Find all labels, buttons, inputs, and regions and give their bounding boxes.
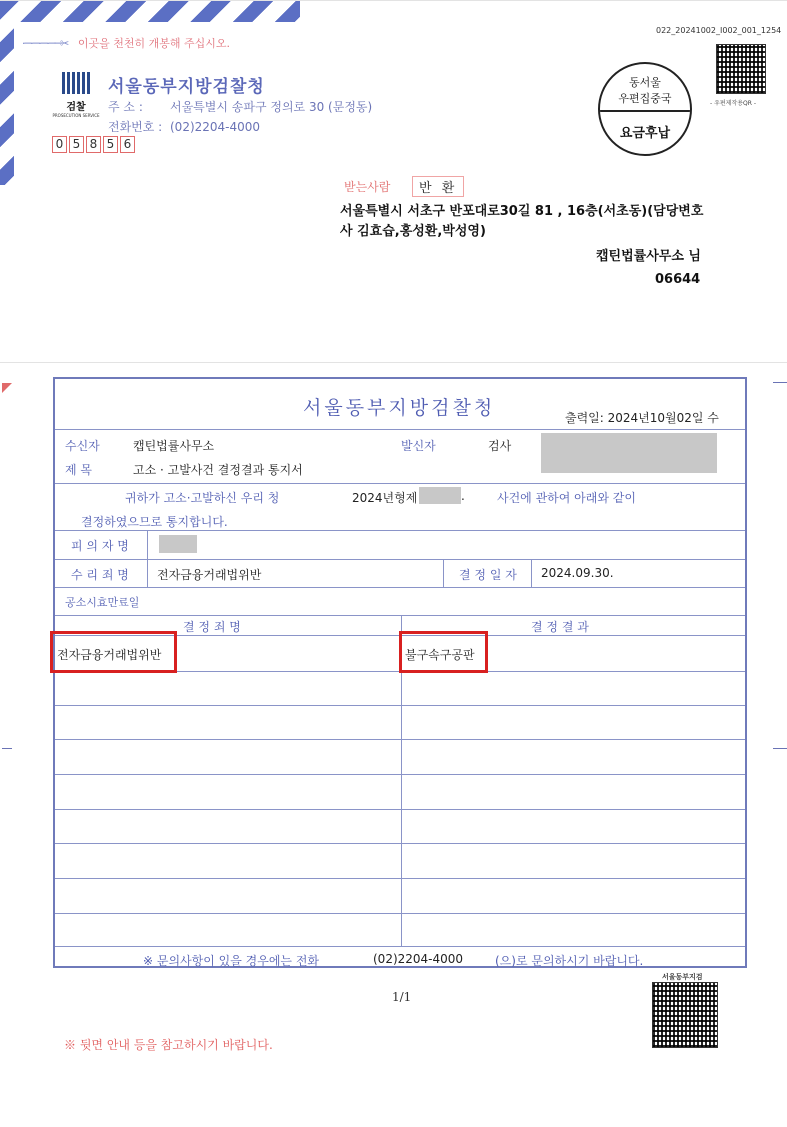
postal-qr-code-icon[interactable] [716, 44, 766, 94]
highlight-box-result [399, 631, 488, 673]
recipient-address: 서울특별시 서초구 반포대로30길 81 , 16층(서초동)(담당변호사 김효습,홍성환,박성영) [340, 204, 704, 239]
zip-digit: 5 [103, 136, 118, 153]
envelope-stripe-mask [300, 0, 787, 24]
decision-result-row1: 불구속구공판 [405, 648, 475, 662]
printed-date: 출력일: 2024년10월02일 수 [565, 411, 719, 425]
recipient-firm: 캡틴법률사무소 님 [596, 249, 701, 264]
decision-date-value: 2024.09.30. [541, 566, 614, 580]
subject-label: 제 목 [65, 463, 92, 477]
charge-value: 전자금융거래법위반 [157, 568, 262, 582]
zip-digit: 8 [86, 136, 101, 153]
grid-line [55, 615, 745, 616]
grid-line [531, 559, 532, 587]
subject-value: 고소 · 고발사건 결정결과 통지서 [133, 463, 303, 477]
body-text-line2: 결정하였으므로 통지합니다. [81, 515, 228, 529]
decided-charge-header: 결 정 죄 명 [183, 620, 241, 634]
return-mark: 반 환 [412, 176, 464, 197]
stamp-line1: 동서울 [629, 76, 661, 89]
prosecution-logo [52, 72, 100, 120]
grid-line [55, 774, 745, 775]
envelope-stripe-left [0, 0, 14, 185]
decision-result-header: 결 정 결 과 [531, 620, 589, 634]
grid-line [55, 843, 745, 844]
grid-line [443, 559, 444, 587]
decided-charge-row1: 전자금융거래법위반 [57, 648, 162, 662]
phone-label: 전화번호 : [108, 120, 163, 134]
case-number: 2024년형제 [352, 491, 418, 505]
stamp-line2: 우편집중국 [618, 92, 672, 105]
grid-line [55, 913, 745, 914]
sender-phone-row [108, 118, 260, 135]
zip-digit: 5 [69, 136, 84, 153]
sender-address-row [108, 98, 372, 115]
recipient-label: 받는사람 [344, 180, 391, 194]
zip-digit: 6 [120, 136, 135, 153]
cut-dash-icon: ·─·─·─·── [22, 37, 61, 50]
decision-date-label: 결 정 일 자 [459, 568, 517, 582]
back-page-note: ※ 뒷면 안내 등을 참고하시기 바랍니다. [64, 1038, 273, 1052]
grid-line [147, 530, 148, 587]
open-here-mark[interactable] [22, 35, 230, 51]
grid-line [55, 739, 745, 740]
grid-line [55, 878, 745, 879]
phone-value: (02)2204-4000 [170, 120, 261, 134]
address-label: 주 소 : [108, 100, 143, 114]
fold-line-top [0, 0, 787, 1]
recipient-field-value: 캡틴법률사무소 [133, 439, 215, 453]
redacted-case-number [419, 487, 461, 504]
inquiry-suffix: (으)로 문의하시기 바랍니다. [495, 954, 644, 968]
sender-field-value: 검사 [488, 439, 512, 453]
redacted-suspect [159, 535, 197, 553]
grid-line [55, 587, 745, 588]
notice-title: 서울동부지방검찰청 [303, 397, 496, 419]
grid-line [55, 559, 745, 560]
fold-tick-icon [773, 748, 787, 749]
page-number: 1/1 [392, 990, 412, 1004]
grid-line [55, 705, 745, 706]
body-text-part2: 사건에 관하여 아래와 같이 [497, 491, 636, 505]
statute-label: 공소시효만료일 [65, 596, 140, 609]
sender-zip-boxes [52, 136, 135, 153]
sender-name: 서울동부지방검찰청 [108, 77, 265, 97]
body-text-part1: 귀하가 고소·고발하신 우리 청 [125, 491, 280, 505]
grid-line [55, 429, 745, 430]
document-qr-code-icon[interactable] [652, 982, 718, 1048]
postal-qr-caption: - 우편제작용QR - [710, 100, 757, 107]
recipient-zip: 06644 [655, 272, 701, 287]
postage-stamp [598, 62, 692, 156]
grid-line [55, 530, 745, 531]
charge-label: 수 리 죄 명 [71, 568, 129, 582]
document-code: 022_20241002_I002_001_1254 [656, 26, 782, 35]
highlight-box-charge [50, 631, 177, 673]
inquiry-phone: (02)2204-4000 [373, 952, 464, 966]
logo-bars-icon [52, 72, 100, 94]
logo-sub-text: PROSECUTION SERVICE [52, 113, 100, 118]
corner-mark-icon [2, 383, 12, 393]
grid-line [55, 483, 745, 484]
suspect-label: 피 의 자 명 [71, 539, 129, 553]
redacted-prosecutor [541, 433, 717, 473]
recipient-field-label: 수신자 [65, 439, 100, 453]
fold-tick-icon [773, 382, 787, 383]
fold-line-middle [0, 362, 787, 363]
stamp-line3: 요금후납 [619, 126, 671, 141]
case-number-dot: . [461, 489, 465, 503]
logo-main-text: 검찰 [66, 102, 86, 113]
zip-digit: 0 [52, 136, 67, 153]
sender-field-label: 발신자 [401, 439, 436, 453]
doc-qr-label: 서울동부지검 [662, 973, 703, 981]
grid-line [55, 809, 745, 810]
scissors-icon: ✂ [60, 37, 69, 50]
fold-tick-icon [2, 748, 12, 749]
inquiry-text: ※ 문의사항이 있을 경우에는 전화 [143, 954, 320, 968]
grid-line [55, 946, 745, 947]
stamp-divider [600, 110, 690, 112]
open-here-text: 이곳을 천천히 개봉해 주십시오. [77, 37, 230, 50]
address-value: 서울특별시 송파구 정의로 30 (문정동) [170, 100, 373, 114]
